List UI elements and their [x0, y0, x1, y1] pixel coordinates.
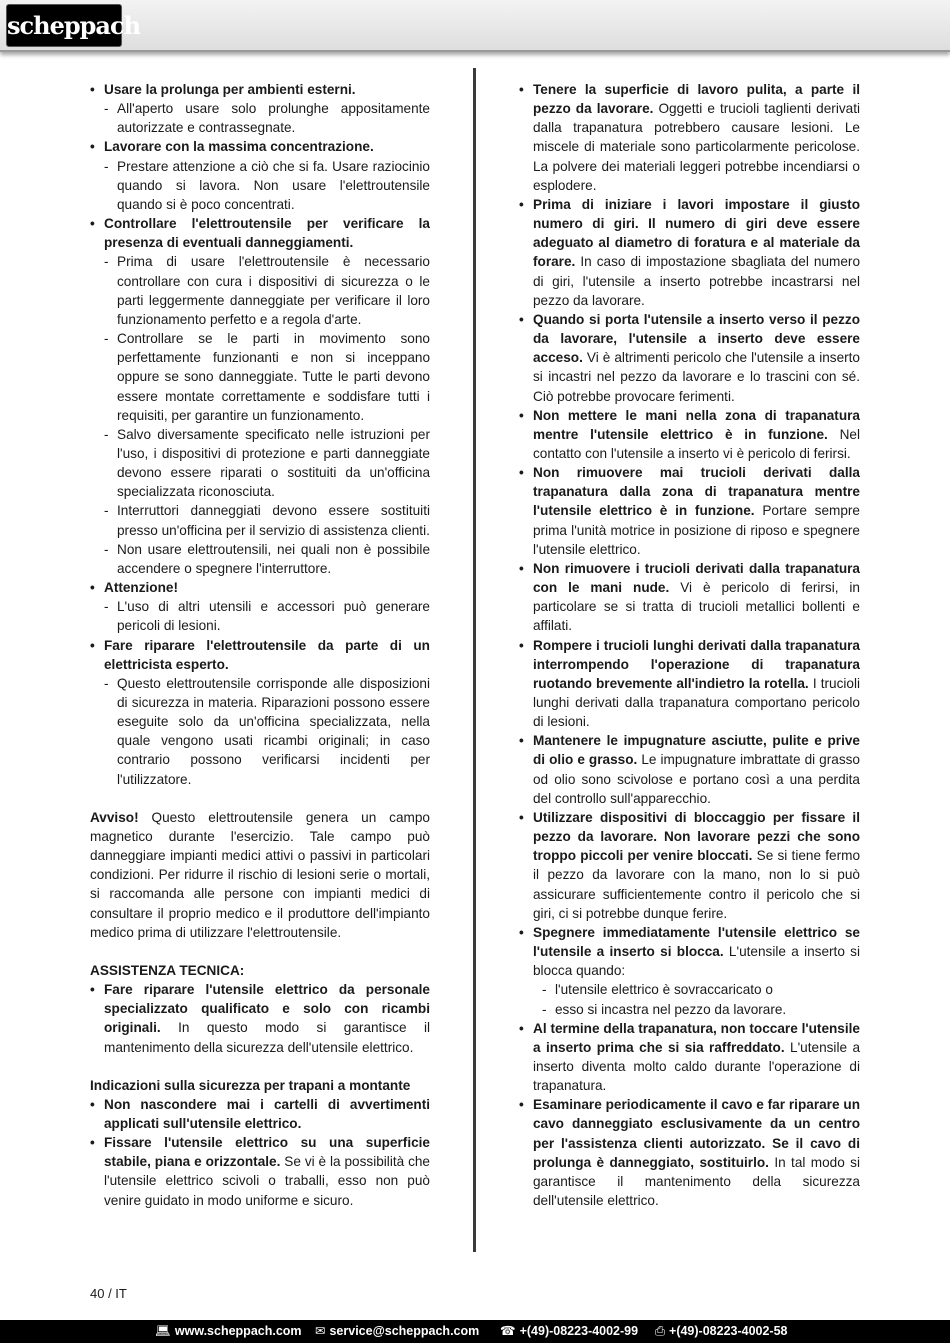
footer-email[interactable]: ✉︎ service@scheppach.com [315, 1320, 479, 1343]
footer-phone: ☎︎ +(49)-08223-4002-99 [500, 1320, 638, 1343]
list-item: • Utilizzare dispositivi di bloccaggio per fissare il pezzo da lavorare. Non lavorare pezzi che sono troppo piccoli per venire bloccati. Se si tiene fermo il pezzo da lavorare con la mano, non lo si può assicurare sufficientemente contro il pericolo che si giri, ci si potrebbe dunque ferire. [519, 808, 860, 923]
list-item: • Fissare l'utensile elettrico su una superficie stabile, piana e orizzontale. Se vi è la possibilità che l'utensile elettrico scivoli o traballi, esso non può venire guidato in modo uniforme e sicuro. [90, 1133, 430, 1210]
list-item: • Fare riparare l'utensile elettrico da personale specializzato qualificato e solo con ricambi originali. In questo modo si garantisce il mantenimento della sicurezza dell'utensile elettrico. [90, 980, 430, 1057]
page-number: 40 / IT [90, 1286, 127, 1301]
list-item: • Controllare l'elettroutensile per verificare la presenza di eventuali danneggiamenti. [90, 214, 430, 252]
page-footer [0, 1320, 950, 1343]
list-item: • Mantenere le impugnature asciutte, pulite e prive di olio e grasso. Le impugnature imbrattate di grasso od olio sono scivolose e portano così a una perdita del controllo sull'apparecchio. [519, 731, 860, 808]
telephone-icon: ☎︎ [500, 1324, 516, 1338]
sub-item: - l'utensile elettrico è sovraccaricato o [533, 980, 860, 999]
list-item: • Al termine della trapanatura, non toccare l'utensile a inserto prima che si sia raffreddato. L'utensile a inserto diventa molto caldo durante l'operazione di trapanatura. [519, 1019, 860, 1096]
footer-website[interactable]: 💻︎ www.scheppach.com [155, 1320, 302, 1343]
list-item: • Non mettere le mani nella zona di trapanatura mentre l'utensile elettrico è in funzione. Nel contatto con l'utensile a inserto vi è pericolo di ferirsi. [519, 406, 860, 463]
computer-icon: 💻︎ [155, 1324, 171, 1338]
list-item: • Lavorare con la massima concentrazione. [90, 137, 430, 156]
sub-item: - Salvo diversamente specificato nelle istruzioni per l'uso, i dispositivi di protezione e parti danneggiate devono essere riparati o sostituiti da un'officina specializzata riconosciuta. [90, 425, 430, 502]
list-item: • Spegnere immediatamente l'utensile elettrico se l'utensile a inserto si blocca. L'utensile a inserto si blocca quando: - l'utensile elettrico è sovraccaricato o - esso si incastra nel pezzo da lavorare. [519, 923, 860, 1019]
list-item: • Quando si porta l'utensile a inserto verso il pezzo da lavorare, l'utensile a inserto deve essere acceso. Vi è altrimenti pericolo che l'utensile a inserto si incastri nel pezzo da lavorare e lo trascini con sé. Ciò potrebbe provocare ferimenti. [519, 310, 860, 406]
section-heading: ASSISTENZA TECNICA: [90, 962, 245, 978]
list-item: • Usare la prolunga per ambienti esterni. [90, 80, 430, 99]
list-item: • Non rimuovere i trucioli derivati dalla trapanatura con le mani nude. Vi è pericolo di ferirsi, in particolare se si tratta di trucioli metallici bollenti e affilati. [519, 559, 860, 636]
footer-fax: ⎙ +(49)-08223-4002-58 [655, 1320, 788, 1343]
column-divider [473, 68, 476, 1252]
left-column [90, 80, 430, 1210]
page-header [0, 0, 950, 52]
sub-item: - L'uso di altri utensili e accessori può generare pericoli di lesioni. [90, 597, 430, 635]
fax-icon: ⎙ [655, 1324, 666, 1338]
list-item: • Non nascondere mai i cartelli di avvertimenti applicati sull'utensile elettrico. [90, 1095, 430, 1133]
warning-paragraph: Avviso! Questo elettroutensile genera un campo magnetico durante l'esercizio. Tale campo può danneggiare impianti medici attivi o passivi in particolari condizioni. Per ridurre il rischio di lesioni serie o mortali, si raccomanda alle persone con impianti medici di consultare il proprio medico e il produttore dell'impianto medico prima di utilizzare l'elettroutensile. [90, 809, 430, 940]
list-item: • Tenere la superficie di lavoro pulita, a parte il pezzo da lavorare. Oggetti e trucioli taglienti derivati dalla trapanatura potrebbero causare lesioni. Le miscele di materiale sono particolarmente pericolose. La polvere dei materiali leggeri potrebbe incendiarsi o esplodere. [519, 80, 860, 195]
sub-item: - Non usare elettroutensili, nei quali non è possibile accendere o spegnere l'interruttore. [90, 540, 430, 578]
sub-item: - Controllare se le parti in movimento sono perfettamente funzionanti e non si inceppano oppure se sono danneggiate. Tutte le parti devono essere montate correttamente e soddisfare tutti i requisiti, per garantire un funzionamento. [90, 329, 430, 425]
sub-item: - Questo elettroutensile corrisponde alle disposizioni di sicurezza in materia. Riparazioni possono essere eseguite solo da un'officina specializzata, nella quale vengono usati ricambi originali; in caso contrario possono verificarsi incidenti per l'utilizzatore. [90, 674, 430, 789]
sub-item: - Prima di usare l'elettroutensile è necessario controllare con cura i dispositivi di sicurezza o le parti leggermente danneggiate per verificare il loro funzionamento perfetto e a regola d'arte. [90, 252, 430, 329]
scheppach-logo: scheppach [6, 4, 122, 47]
list-item: • Attenzione! [90, 578, 430, 597]
sub-item: - All'aperto usare solo prolunghe appositamente autorizzate e contrassegnate. [90, 99, 430, 137]
sub-item: - Interruttori danneggiati devono essere sostituiti presso un'officina per il servizio di assistenza clienti. [90, 501, 430, 539]
list-item: • Rompere i trucioli lunghi derivati dalla trapanatura interrompendo l'operazione di trapanatura ruotando brevemente all'indietro la rotella. I trucioli lunghi derivati dalla trapanatura comportano pericolo di lesioni. [519, 636, 860, 732]
right-column [519, 80, 860, 1210]
envelope-icon: ✉︎ [315, 1324, 326, 1338]
sub-item: - Prestare attenzione a ciò che si fa. Usare raziocinio quando si lavora. Non usare l'elettroutensile quando si è poco concentrati. [90, 157, 430, 214]
list-item: • Non rimuovere mai trucioli derivati dalla trapanatura dalla zona di trapanatura mentre l'utensile elettrico è in funzione. Portare sempre prima l'unità motrice in posizione di riposo e spegnere l'utensile elettrico. [519, 463, 860, 559]
list-item: • Esaminare periodicamente il cavo e far riparare un cavo danneggiato esclusivamente da un centro per l'assistenza clienti autorizzato. Se il cavo di prolunga è danneggiato, sostituirlo. In tal modo si garantisce il mantenimento della sicurezza dell'utensile elettrico. [519, 1095, 860, 1210]
list-item: • Prima di iniziare i lavori impostare il giusto numero di giri. Il numero di giri deve essere adeguato al diametro di foratura e al materiale da forare. In caso di impostazione sbagliata del numero di giri, l'utensile a inserto potrebbe incastrarsi nel pezzo da lavorare. [519, 195, 860, 310]
section-heading: Indicazioni sulla sicurezza per trapani a montante [90, 1077, 411, 1093]
list-item: • Fare riparare l'elettroutensile da parte di un elettricista esperto. [90, 636, 430, 674]
sub-item: - esso si incastra nel pezzo da lavorare. [533, 1000, 860, 1019]
